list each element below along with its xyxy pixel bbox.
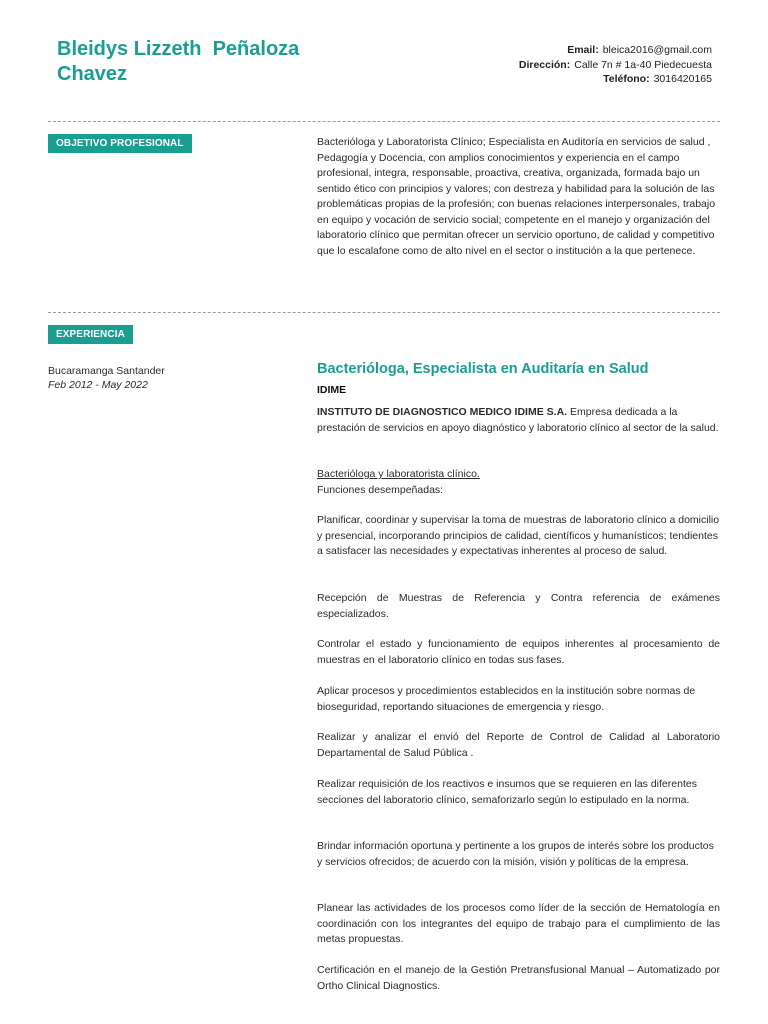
address-value: Calle 7n # 1a-40 Piedecuesta <box>574 58 712 71</box>
duty-item: Realizar y analizar el envió del Reporte de Control de Calidad al Laboratorio Departamental de Salud Pública . <box>317 731 720 759</box>
phone-value: 3016420165 <box>653 73 712 85</box>
institution-description <box>317 405 720 436</box>
address-label: Dirección: <box>518 58 571 71</box>
contact-email <box>519 43 712 58</box>
functions-label: Funciones desempeñadas: <box>317 483 444 496</box>
duty-item: Planificar, coordinar y supervisar la toma de muestras de laboratorio clínico a domicilio y presencial, incorporando principios de calidad, científicos y humanísticos; tendientes a satisfacer las necesidades y expectativas inherentes al proceso de salud. <box>317 514 720 557</box>
section-divider <box>48 121 720 122</box>
duty-item: Planear las actividades de los procesos como líder de la sección de Hematología en coordinación con los integrantes del equipo de trabajo para el cumplimiento de las metas propuestas. <box>317 902 720 945</box>
objective-text: Bacterióloga y Laboratorista Clínico; Especialista en Auditoría en servicios de salud , Pedagogía y Docencia, con amplios conocimientos y experiencia en el campo profesional, integra, responsable, proactiva, creativa, organizada, formada bajo un sentido ético con principios y valores; con destreza y habilidad para la solución de las problemáticas propias de la profesión; con buenas relaciones interpersonales, trabajo en equipo y vocación de servicio social; competente en el manejo y organización del laboratorio clínico que permitan ofrecer un servicio oportuno, de calidad y competitivo que lo escalafone como de alto nivel en el sector o institución a la que pertenece. <box>317 136 716 257</box>
contact-phone <box>519 72 712 87</box>
email-label: Email: <box>567 44 599 56</box>
duty-item: Controlar el estado y funcionamiento de equipos inherentes al procesamiento de muestras en el laboratorio clínico en todas sus fases. <box>317 638 720 666</box>
duty-item: Brindar información oportuna y pertinente a los grupos de interés sobre los productos y servicios ofrecidos; de acuerdo con la misión, visión y políticas de la empresa. <box>317 840 714 868</box>
contact-address <box>519 58 712 73</box>
duty-item: Realizar requisición de los reactivos e insumos que se requieren en las diferentes secciones del laboratorio clínico, semaforizarlo según lo estipulado en la norma. <box>317 778 697 806</box>
name-line-1: Bleidys Lizzeth Peñaloza <box>57 38 300 60</box>
contact-info <box>519 43 712 87</box>
name-line-2: Chavez <box>57 63 128 85</box>
phone-label: Teléfono: <box>603 73 650 85</box>
job-location-dates <box>48 364 165 392</box>
role-title: Bacterióloga y laboratorista clínico. <box>317 468 480 480</box>
duty-item: Aplicar procesos y procedimientos establecidos en la institución sobre normas de bioseguridad, reportando situaciones de emergencia y riesgo. <box>317 685 696 713</box>
role-block <box>317 467 720 498</box>
job-dates: Feb 2012 - May 2022 <box>48 379 148 391</box>
job-location: Bucaramanga Santander <box>48 365 165 377</box>
experience-heading: EXPERIENCIA <box>48 325 133 344</box>
job-title: Bacterióloga, Especialista en Auditaría en Salud <box>317 361 649 377</box>
email-value[interactable]: bleica2016@gmail.com <box>602 44 712 56</box>
candidate-name <box>57 37 387 87</box>
section-divider <box>48 312 720 313</box>
institution-name: INSTITUTO DE DIAGNOSTICO MEDICO IDIME S.A. <box>317 406 568 418</box>
duty-item: Recepción de Muestras de Referencia y Contra referencia de exámenes especializados. <box>317 592 720 620</box>
institution-desc: Empresa dedicada a la prestación de servicios en apoyo diagnóstico y laboratorio clínico al sector de la salud. <box>317 406 719 434</box>
objective-heading: OBJETIVO PROFESIONAL <box>48 134 192 153</box>
company-name: IDIME <box>317 384 347 396</box>
duty-item: Certificación en el manejo de la Gestión Pretransfusional Manual – Automatizado por Ortho Clinical Diagnostics. <box>317 964 720 992</box>
